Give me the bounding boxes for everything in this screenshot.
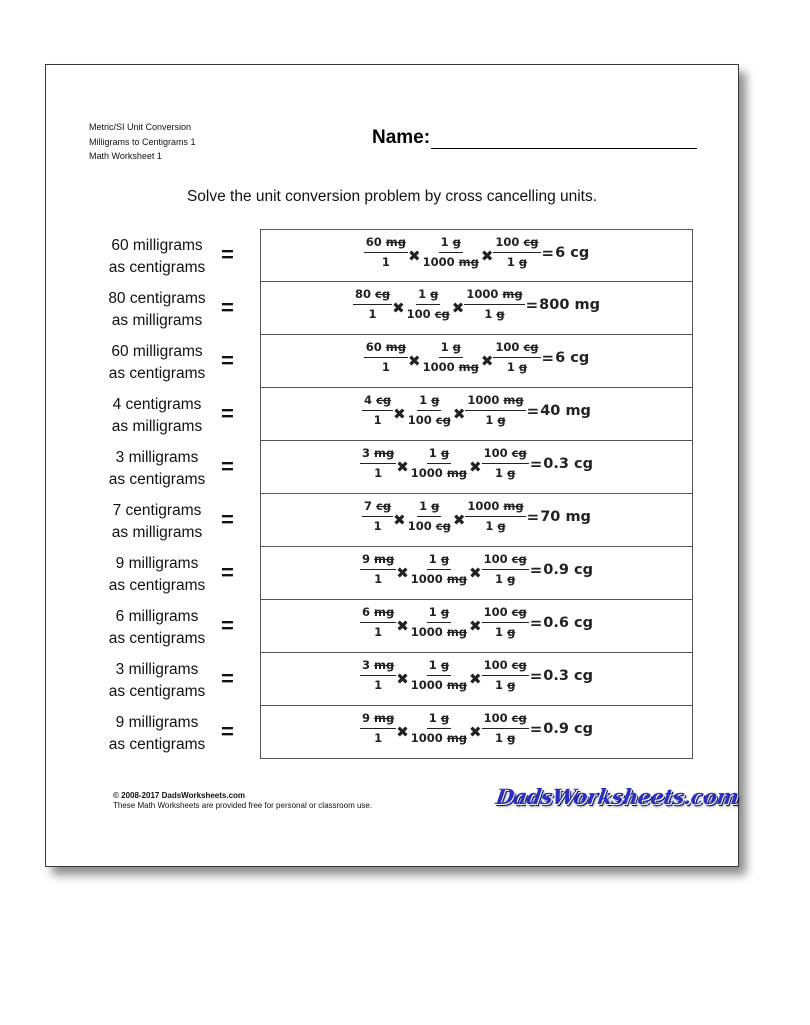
- conversion-expression: [261, 499, 692, 534]
- meta-line: Milligrams to Centigrams 1: [89, 136, 196, 147]
- conversion-expression: [261, 552, 692, 587]
- conversion-expression: [261, 393, 692, 428]
- fraction-factor-1: [409, 446, 469, 481]
- cancelled-unit: cg: [435, 519, 451, 533]
- times-icon: ✖: [408, 352, 421, 370]
- fraction-factor-2: [482, 711, 529, 746]
- conversion-expression: [261, 658, 692, 693]
- usage-notice: These Math Worksheets are provided free for personal or classroom use.: [113, 801, 373, 810]
- fraction-given: [360, 605, 396, 640]
- answer-cell: [260, 388, 693, 441]
- numerator-value: 1: [428, 446, 437, 460]
- cancelled-unit: g: [452, 340, 461, 354]
- problem-text: [86, 659, 228, 703]
- problem-row: [46, 600, 738, 653]
- fraction-factor-1: [421, 340, 481, 375]
- times-icon: ✖: [480, 352, 494, 370]
- equals-symbol: =: [525, 295, 539, 314]
- cancelled-unit: mg: [374, 552, 395, 566]
- equals-sign: =: [221, 507, 234, 532]
- cancelled-unit: mg: [446, 625, 468, 639]
- fraction-factor-2: [482, 552, 529, 587]
- problem-target-unit: as milligrams: [111, 418, 203, 435]
- times-icon: ✖: [469, 617, 482, 635]
- fraction-given: [360, 658, 396, 693]
- name-label: Name:: [372, 127, 431, 148]
- denominator-value: 1: [373, 519, 382, 533]
- numerator-value: 100: [483, 446, 508, 460]
- denominator-value: 1: [506, 255, 515, 269]
- problem-text: [86, 606, 228, 650]
- times-icon: ✖: [393, 511, 406, 529]
- denominator-value: 100: [407, 519, 432, 533]
- cancelled-unit: g: [430, 287, 439, 301]
- fraction-given: [362, 499, 393, 534]
- cancelled-unit: cg: [523, 340, 539, 354]
- times-icon: ✖: [469, 458, 482, 476]
- copyright: © 2008-2017 DadsWorksheets.com: [113, 791, 246, 800]
- result: 0.9 cg: [543, 720, 594, 737]
- fraction-factor-2: [482, 658, 529, 693]
- times-icon: ✖: [396, 617, 409, 635]
- problem-quantity: 7 centigrams: [112, 502, 202, 519]
- conversion-expression: [261, 235, 692, 270]
- fraction-given: [353, 287, 392, 322]
- times-icon: ✖: [396, 670, 409, 688]
- equals-symbol: =: [529, 666, 543, 685]
- worksheet-page: [45, 64, 739, 867]
- cancelled-unit: g: [518, 360, 528, 374]
- fraction-given: [364, 235, 408, 270]
- instructions: Solve the unit conversion problem by cross cancelling units.: [186, 188, 598, 205]
- fraction-given: [364, 340, 408, 375]
- result: 6 cg: [555, 349, 590, 366]
- fraction-factor-2: [493, 340, 540, 375]
- problem-quantity: 80 centigrams: [108, 290, 206, 307]
- cancelled-unit: cg: [434, 307, 450, 321]
- problem-row: [46, 388, 738, 441]
- equals-sign: =: [221, 295, 234, 320]
- numerator-value: 6: [361, 605, 370, 619]
- numerator-value: 3: [361, 658, 370, 672]
- problem-target-unit: as centigrams: [108, 365, 206, 382]
- denominator-value: 1000: [410, 625, 443, 639]
- numerator-value: 1000: [467, 499, 500, 513]
- result: 0.3 cg: [543, 455, 594, 472]
- problem-quantity: 9 milligrams: [115, 714, 199, 731]
- conversion-expression: [261, 340, 692, 375]
- cancelled-unit: cg: [511, 658, 527, 672]
- numerator-value: 4: [364, 393, 373, 407]
- problem-text: [86, 394, 228, 438]
- problem-row: [46, 706, 738, 759]
- problem-target-unit: as milligrams: [111, 524, 203, 541]
- fraction-factor-2: [493, 235, 540, 270]
- numerator-value: 9: [361, 552, 370, 566]
- fraction-factor-1: [421, 235, 481, 270]
- fraction-factor-1: [409, 658, 469, 693]
- numerator-value: 100: [483, 711, 508, 725]
- denominator-value: 1: [373, 413, 382, 427]
- cancelled-unit: mg: [446, 731, 468, 745]
- answer-cell: [260, 653, 693, 706]
- numerator-value: 100: [495, 235, 520, 249]
- cancelled-unit: mg: [385, 235, 407, 249]
- denominator-value: 1: [374, 466, 383, 480]
- denominator-value: 1: [374, 731, 383, 745]
- problem-target-unit: as centigrams: [108, 471, 206, 488]
- denominator-value: 1000: [410, 678, 443, 692]
- fraction-given: [360, 711, 396, 746]
- problem-quantity: 60 milligrams: [111, 237, 203, 254]
- denominator-value: 1000: [410, 572, 443, 586]
- equals-symbol: =: [529, 454, 543, 473]
- equals-symbol: =: [541, 243, 555, 262]
- answer-cell: [260, 229, 693, 282]
- cancelled-unit: mg: [374, 605, 395, 619]
- equals-sign: =: [221, 666, 234, 691]
- times-icon: ✖: [451, 299, 465, 317]
- denominator-value: 1: [381, 360, 390, 374]
- cancelled-unit: cg: [376, 499, 392, 513]
- problem-quantity: 3 milligrams: [115, 661, 199, 678]
- fraction-factor-1: [406, 393, 453, 428]
- times-icon: ✖: [469, 564, 482, 582]
- denominator-value: 1000: [410, 731, 443, 745]
- name-field: [372, 127, 697, 149]
- equals-symbol: =: [526, 401, 540, 420]
- denominator-value: 1: [495, 572, 504, 586]
- answer-cell: [260, 494, 693, 547]
- denominator-value: 1: [374, 572, 383, 586]
- answer-cell: [260, 441, 693, 494]
- denominator-value: 1: [485, 413, 494, 427]
- denominator-value: 1: [381, 255, 390, 269]
- cancelled-unit: g: [507, 572, 516, 586]
- numerator-value: 80: [355, 287, 372, 301]
- cancelled-unit: g: [496, 307, 505, 321]
- denominator-value: 1: [374, 678, 383, 692]
- cancelled-unit: cg: [511, 446, 527, 460]
- fraction-factor-1: [409, 552, 469, 587]
- times-icon: ✖: [393, 405, 406, 423]
- problem-row: [46, 229, 738, 282]
- cancelled-unit: mg: [503, 499, 524, 513]
- problem-quantity: 60 milligrams: [111, 343, 203, 360]
- cancelled-unit: cg: [511, 552, 527, 566]
- conversion-expression: [261, 711, 692, 746]
- fraction-factor-2: [482, 446, 529, 481]
- dadsworksheets-logo: DadsWorksheets.com: [494, 784, 741, 809]
- denominator-value: 1: [495, 466, 504, 480]
- cancelled-unit: cg: [435, 413, 451, 427]
- equals-sign: =: [221, 242, 234, 267]
- equals-sign: =: [221, 560, 234, 585]
- result: 800 mg: [539, 296, 600, 313]
- cancelled-unit: mg: [502, 287, 523, 301]
- problem-row: [46, 653, 738, 706]
- problem-quantity: 4 centigrams: [112, 396, 202, 413]
- result: 0.6 cg: [543, 614, 594, 631]
- denominator-value: 1: [484, 307, 493, 321]
- times-icon: ✖: [452, 511, 466, 529]
- equals-symbol: =: [529, 719, 543, 738]
- conversion-expression: [261, 446, 692, 481]
- problem-target-unit: as centigrams: [108, 577, 206, 594]
- numerator-value: 1: [418, 287, 427, 301]
- cancelled-unit: mg: [458, 255, 479, 269]
- result: 70 mg: [540, 508, 591, 525]
- equals-symbol: =: [529, 560, 543, 579]
- numerator-value: 1: [428, 605, 437, 619]
- denominator-value: 100: [406, 307, 431, 321]
- problem-table: [46, 229, 738, 759]
- cancelled-unit: g: [440, 446, 450, 460]
- numerator-value: 1000: [467, 393, 500, 407]
- cancelled-unit: g: [431, 499, 440, 513]
- cancelled-unit: mg: [374, 711, 395, 725]
- numerator-value: 1: [428, 552, 437, 566]
- numerator-value: 100: [495, 340, 520, 354]
- meta-line: Metric/SI Unit Conversion: [89, 122, 192, 132]
- fraction-factor-2: [465, 393, 525, 428]
- cancelled-unit: cg: [375, 287, 391, 301]
- fraction-given: [360, 552, 396, 587]
- denominator-value: 1: [374, 625, 383, 639]
- problem-text: [86, 447, 228, 491]
- problem-text: [86, 500, 228, 544]
- cancelled-unit: mg: [458, 360, 479, 374]
- times-icon: ✖: [469, 723, 482, 741]
- fraction-factor-2: [464, 287, 524, 322]
- numerator-value: 9: [361, 711, 370, 725]
- fraction-factor-2: [482, 605, 529, 640]
- denominator-value: 1: [495, 625, 504, 639]
- cancelled-unit: g: [497, 413, 506, 427]
- numerator-value: 1: [440, 235, 449, 249]
- equals-sign: =: [221, 348, 234, 373]
- denominator-value: 1: [485, 519, 494, 533]
- meta-line: Math Worksheet 1: [89, 151, 162, 161]
- cancelled-unit: cg: [376, 393, 392, 407]
- times-icon: ✖: [396, 723, 409, 741]
- denominator-value: 1: [506, 360, 515, 374]
- cancelled-unit: g: [440, 711, 450, 725]
- cancelled-unit: g: [440, 658, 450, 672]
- problem-row: [46, 494, 738, 547]
- times-icon: ✖: [469, 670, 482, 688]
- numerator-value: 60: [365, 340, 382, 354]
- problem-target-unit: as centigrams: [108, 736, 206, 753]
- problem-row: [46, 547, 738, 600]
- problem-row: [46, 441, 738, 494]
- denominator-value: 100: [407, 413, 432, 427]
- cancelled-unit: mg: [446, 678, 468, 692]
- cancelled-unit: cg: [523, 235, 539, 249]
- answer-cell: [260, 600, 693, 653]
- fraction-factor-1: [409, 711, 469, 746]
- cancelled-unit: mg: [446, 466, 468, 480]
- problem-quantity: 3 milligrams: [115, 449, 199, 466]
- result: 40 mg: [540, 402, 591, 419]
- equals-symbol: =: [529, 613, 543, 632]
- problem-target-unit: as centigrams: [108, 683, 206, 700]
- footer: [113, 791, 372, 811]
- problem-text: [86, 553, 228, 597]
- numerator-value: 1: [419, 499, 428, 513]
- numerator-value: 3: [361, 446, 370, 460]
- denominator-value: 1: [495, 678, 504, 692]
- numerator-value: 100: [483, 552, 508, 566]
- equals-symbol: =: [526, 507, 540, 526]
- times-icon: ✖: [392, 299, 405, 317]
- conversion-expression: [261, 287, 692, 322]
- equals-sign: =: [221, 454, 234, 479]
- cancelled-unit: g: [431, 393, 440, 407]
- fraction-factor-1: [409, 605, 469, 640]
- numerator-value: 1: [428, 711, 437, 725]
- fraction-given: [360, 446, 396, 481]
- cancelled-unit: g: [507, 466, 516, 480]
- problem-text: [86, 341, 228, 385]
- cancelled-unit: g: [507, 678, 516, 692]
- numerator-value: 1: [428, 658, 437, 672]
- answer-cell: [260, 335, 693, 388]
- cancelled-unit: g: [507, 625, 516, 639]
- problem-text: [86, 288, 228, 332]
- name-blank-line[interactable]: [431, 128, 697, 149]
- cancelled-unit: g: [440, 605, 450, 619]
- answer-cell: [260, 282, 693, 335]
- problem-target-unit: as centigrams: [108, 630, 206, 647]
- equals-sign: =: [221, 613, 234, 638]
- answer-cell: [260, 706, 693, 759]
- problem-text: [86, 712, 228, 756]
- denominator-value: 1000: [422, 360, 455, 374]
- times-icon: ✖: [396, 458, 409, 476]
- times-icon: ✖: [396, 564, 409, 582]
- cancelled-unit: g: [497, 519, 506, 533]
- problem-row: [46, 282, 738, 335]
- cancelled-unit: g: [518, 255, 528, 269]
- answer-cell: [260, 547, 693, 600]
- numerator-value: 100: [483, 658, 508, 672]
- denominator-value: 1000: [410, 466, 443, 480]
- result: 0.9 cg: [543, 561, 594, 578]
- problem-target-unit: as centigrams: [108, 259, 206, 276]
- numerator-value: 1: [440, 340, 449, 354]
- equals-symbol: =: [541, 348, 555, 367]
- numerator-value: 1: [419, 393, 428, 407]
- cancelled-unit: mg: [374, 446, 395, 460]
- cancelled-unit: cg: [511, 711, 527, 725]
- problem-target-unit: as milligrams: [111, 312, 203, 329]
- numerator-value: 100: [483, 605, 508, 619]
- worksheet-meta: [89, 120, 196, 164]
- problem-quantity: 6 milligrams: [115, 608, 199, 625]
- numerator-value: 7: [364, 499, 373, 513]
- problem-text: [86, 235, 228, 279]
- cancelled-unit: mg: [503, 393, 524, 407]
- conversion-expression: [261, 605, 692, 640]
- times-icon: ✖: [452, 405, 466, 423]
- cancelled-unit: g: [507, 731, 516, 745]
- fraction-factor-1: [406, 499, 453, 534]
- times-icon: ✖: [408, 247, 421, 265]
- numerator-value: 1000: [466, 287, 499, 301]
- equals-sign: =: [221, 719, 234, 744]
- cancelled-unit: mg: [374, 658, 395, 672]
- fraction-factor-1: [405, 287, 452, 322]
- cancelled-unit: mg: [446, 572, 468, 586]
- problem-row: [46, 335, 738, 388]
- result: 6 cg: [555, 244, 590, 261]
- result: 0.3 cg: [543, 667, 594, 684]
- problem-quantity: 9 milligrams: [115, 555, 199, 572]
- cancelled-unit: cg: [511, 605, 527, 619]
- times-icon: ✖: [480, 247, 494, 265]
- fraction-factor-2: [465, 499, 525, 534]
- cancelled-unit: mg: [385, 340, 407, 354]
- numerator-value: 60: [365, 235, 382, 249]
- fraction-given: [362, 393, 393, 428]
- cancelled-unit: g: [452, 235, 461, 249]
- denominator-value: 1: [495, 731, 504, 745]
- cancelled-unit: g: [440, 552, 450, 566]
- denominator-value: 1: [368, 307, 377, 321]
- denominator-value: 1000: [422, 255, 455, 269]
- equals-sign: =: [221, 401, 234, 426]
